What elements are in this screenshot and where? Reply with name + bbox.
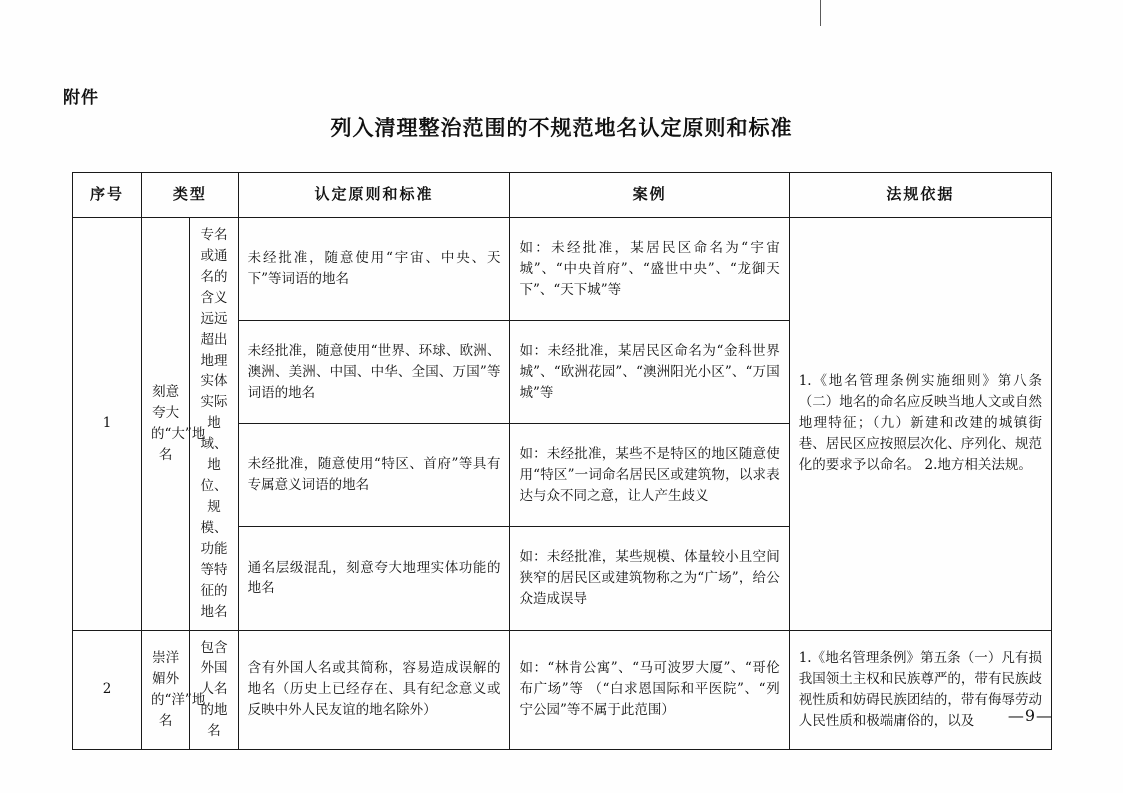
column-header-legal-basis: 法规依据 (789, 173, 1051, 218)
cell-legal-basis: 1.《地名管理条例》第五条（一）凡有损我国领土主权和民族尊严的，带有民族歧视性质和妨碍民族团结的，带有侮辱劳动人民性质和极端庸俗的，以及 (789, 630, 1051, 750)
cell-criteria: 未经批准，随意使用“特区、首府”等具有专属意义词语的地名 (238, 424, 510, 527)
cell-case: 如：未经批准，某些不是特区的地区随意使用“特区”一词命名居民区或建筑物，以求表达与众不同之意，让人产生歧义 (510, 424, 789, 527)
cell-seq: 2 (73, 630, 142, 750)
column-header-type: 类型 (142, 173, 239, 218)
cell-case: 如：“林肯公寓”、“马可波罗大厦”、“哥伦布广场”等 （“白求恩国际和平医院”、“列宁公园”等不属于此范围） (510, 630, 789, 750)
cell-criteria-group: 包含外国人名的地名 (190, 630, 238, 750)
cell-criteria: 未经批准，随意使用“宇宙、中央、天下”等词语的地名 (238, 218, 510, 321)
table-row (73, 630, 1052, 750)
cell-case: 如：未经批准，某些规模、体量较小且空间狭窄的居民区或建筑物称之为“广场”，给公众造成误导 (510, 527, 789, 630)
cell-case: 如：未经批准，某居民区命名为“宇宙城”、“中央首府”、“盛世中央”、“龙御天下”、“天下城”等 (510, 218, 789, 321)
cell-type: 刻意夸大的“大”地名 (142, 218, 190, 631)
cell-seq: 1 (73, 218, 142, 631)
criteria-table (72, 172, 1052, 750)
cell-legal-basis: 1.《地名管理条例实施细则》第八条（二）地名的命名应反映当地人文或自然地理特征；（九）新建和改建的城镇街巷、居民区应按照层次化、序列化、规范化的要求予以命名。 2.地方相关法规。 (789, 218, 1051, 631)
column-header-criteria: 认定原则和标准 (238, 173, 510, 218)
cell-criteria: 通名层级混乱，刻意夸大地理实体功能的地名 (238, 527, 510, 630)
attachment-label: 附件 (63, 88, 99, 108)
table-row (73, 218, 1052, 321)
table-header-row (73, 173, 1052, 218)
page-number: —9— (1007, 706, 1053, 725)
cell-criteria-group: 专名或通名的含义远远超出地理实体实际地域、地位、规模、功能等特征的地名 (190, 218, 238, 631)
cell-criteria: 含有外国人名或其简称，容易造成误解的地名（历史上已经存在、具有纪念意义或反映中外人民友谊的地名除外） (238, 630, 510, 750)
page-title: 列入清理整治范围的不规范地名认定原则和标准 (330, 115, 793, 140)
page-margin-rule (820, 0, 821, 26)
cell-criteria: 未经批准，随意使用“世界、环球、欧洲、澳洲、美洲、中国、中华、全国、万国”等词语的地名 (238, 321, 510, 424)
cell-type: 崇洋媚外的“洋”地名 (142, 630, 190, 750)
cell-case: 如：未经批准，某居民区命名为“金科世界城”、“欧洲花园”、“澳洲阳光小区”、“万国城”等 (510, 321, 789, 424)
column-header-cases: 案例 (510, 173, 789, 218)
column-header-seq: 序号 (73, 173, 142, 218)
